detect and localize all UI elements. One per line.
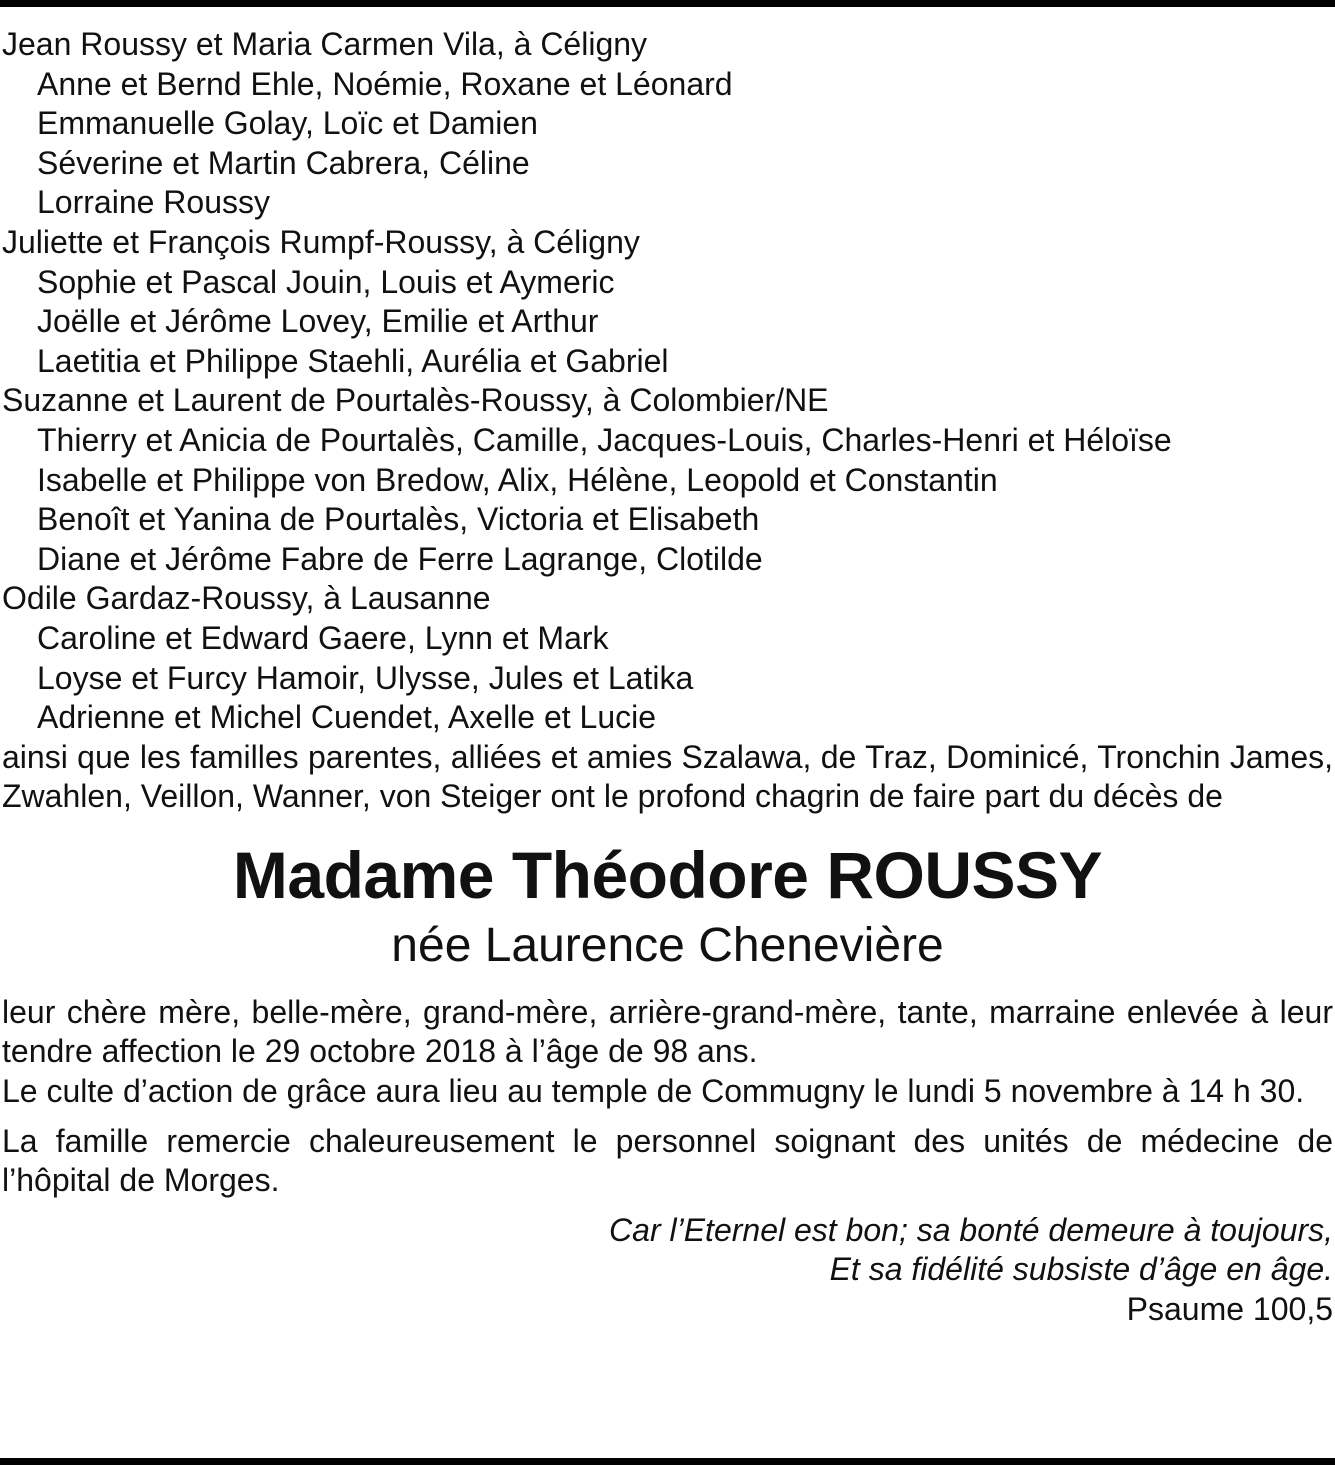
family-member-line: Diane et Jérôme Fabre de Ferre Lagrange, Clotilde	[37, 540, 763, 577]
obituary-notice	[2, 25, 1333, 1330]
family-head-line: Suzanne et Laurent de Pourtalès-Roussy, à Colombier/NE	[2, 382, 829, 419]
family-member-line: Laetitia et Philippe Staehli, Aurélia et Gabriel	[37, 342, 669, 379]
family-list	[2, 25, 1333, 738]
family-head-line: Juliette et François Rumpf-Roussy, à Céligny	[2, 223, 640, 260]
verse-reference: Psaume 100,5	[1126, 1291, 1333, 1328]
deceased-name: Madame Théodore ROUSSY	[232, 837, 1103, 912]
family-member-line: Sophie et Pascal Jouin, Louis et Aymeric	[37, 263, 615, 300]
bottom-rule	[0, 1458, 1335, 1465]
family-member-line: Joëlle et Jérôme Lovey, Emilie et Arthur	[37, 303, 599, 340]
family-member-line: Thierry et Anicia de Pourtalès, Camille, Jacques-Louis, Charles-Henri et Héloïse	[37, 421, 1172, 458]
family-head-line: Odile Gardaz-Roussy, à Lausanne	[2, 580, 491, 617]
deceased-maiden-name: née Laurence Chenevière	[391, 918, 944, 972]
description-text: leur chère mère, belle-mère, grand-mère, arrière-grand-mère, tante, marraine enlevée à leur tendre affection le 29 octobre 2018 à l’âge de 98 ans.	[2, 993, 1333, 1070]
verse-line-2: Et sa fidélité subsiste d’âge en âge.	[829, 1251, 1333, 1288]
family-member-line: Emmanuelle Golay, Loïc et Damien	[37, 105, 538, 142]
deceased-block	[2, 835, 1333, 977]
thanks-text: La famille remercie chaleureusement le personnel soignant des unités de médecine de l’hôpital de Morges.	[2, 1122, 1333, 1199]
ceremony-text: Le culte d’action de grâce aura lieu au temple de Commugny le lundi 5 novembre à 14 h 30.	[2, 1073, 1305, 1110]
family-member-line: Lorraine Roussy	[37, 184, 270, 221]
family-head-line: Jean Roussy et Maria Carmen Vila, à Céligny	[2, 26, 648, 62]
family-member-line: Anne et Bernd Ehle, Noémie, Roxane et Léonard	[37, 65, 733, 102]
family-member-line: Adrienne et Michel Cuendet, Axelle et Lucie	[37, 699, 657, 736]
family-member-line: Loyse et Furcy Hamoir, Ulysse, Jules et Latika	[37, 659, 694, 696]
bible-verse	[2, 1211, 1333, 1290]
top-rule	[0, 0, 1335, 7]
announcement-text: ainsi que les familles parentes, alliées et amies Szalawa, de Traz, Dominicé, Tronchin James, Zwahlen, Veillon, Wanner, von Steiger ont le profond chagrin de faire part du décès de	[2, 738, 1333, 815]
verse-line-1: Car l’Eternel est bon; sa bonté demeure à toujours,	[609, 1211, 1333, 1248]
family-member-line: Caroline et Edward Gaere, Lynn et Mark	[37, 619, 609, 656]
family-member-line: Séverine et Martin Cabrera, Céline	[37, 144, 530, 181]
family-member-line: Isabelle et Philippe von Bredow, Alix, Hélène, Leopold et Constantin	[37, 461, 998, 498]
family-member-line: Benoît et Yanina de Pourtalès, Victoria et Elisabeth	[37, 501, 760, 538]
